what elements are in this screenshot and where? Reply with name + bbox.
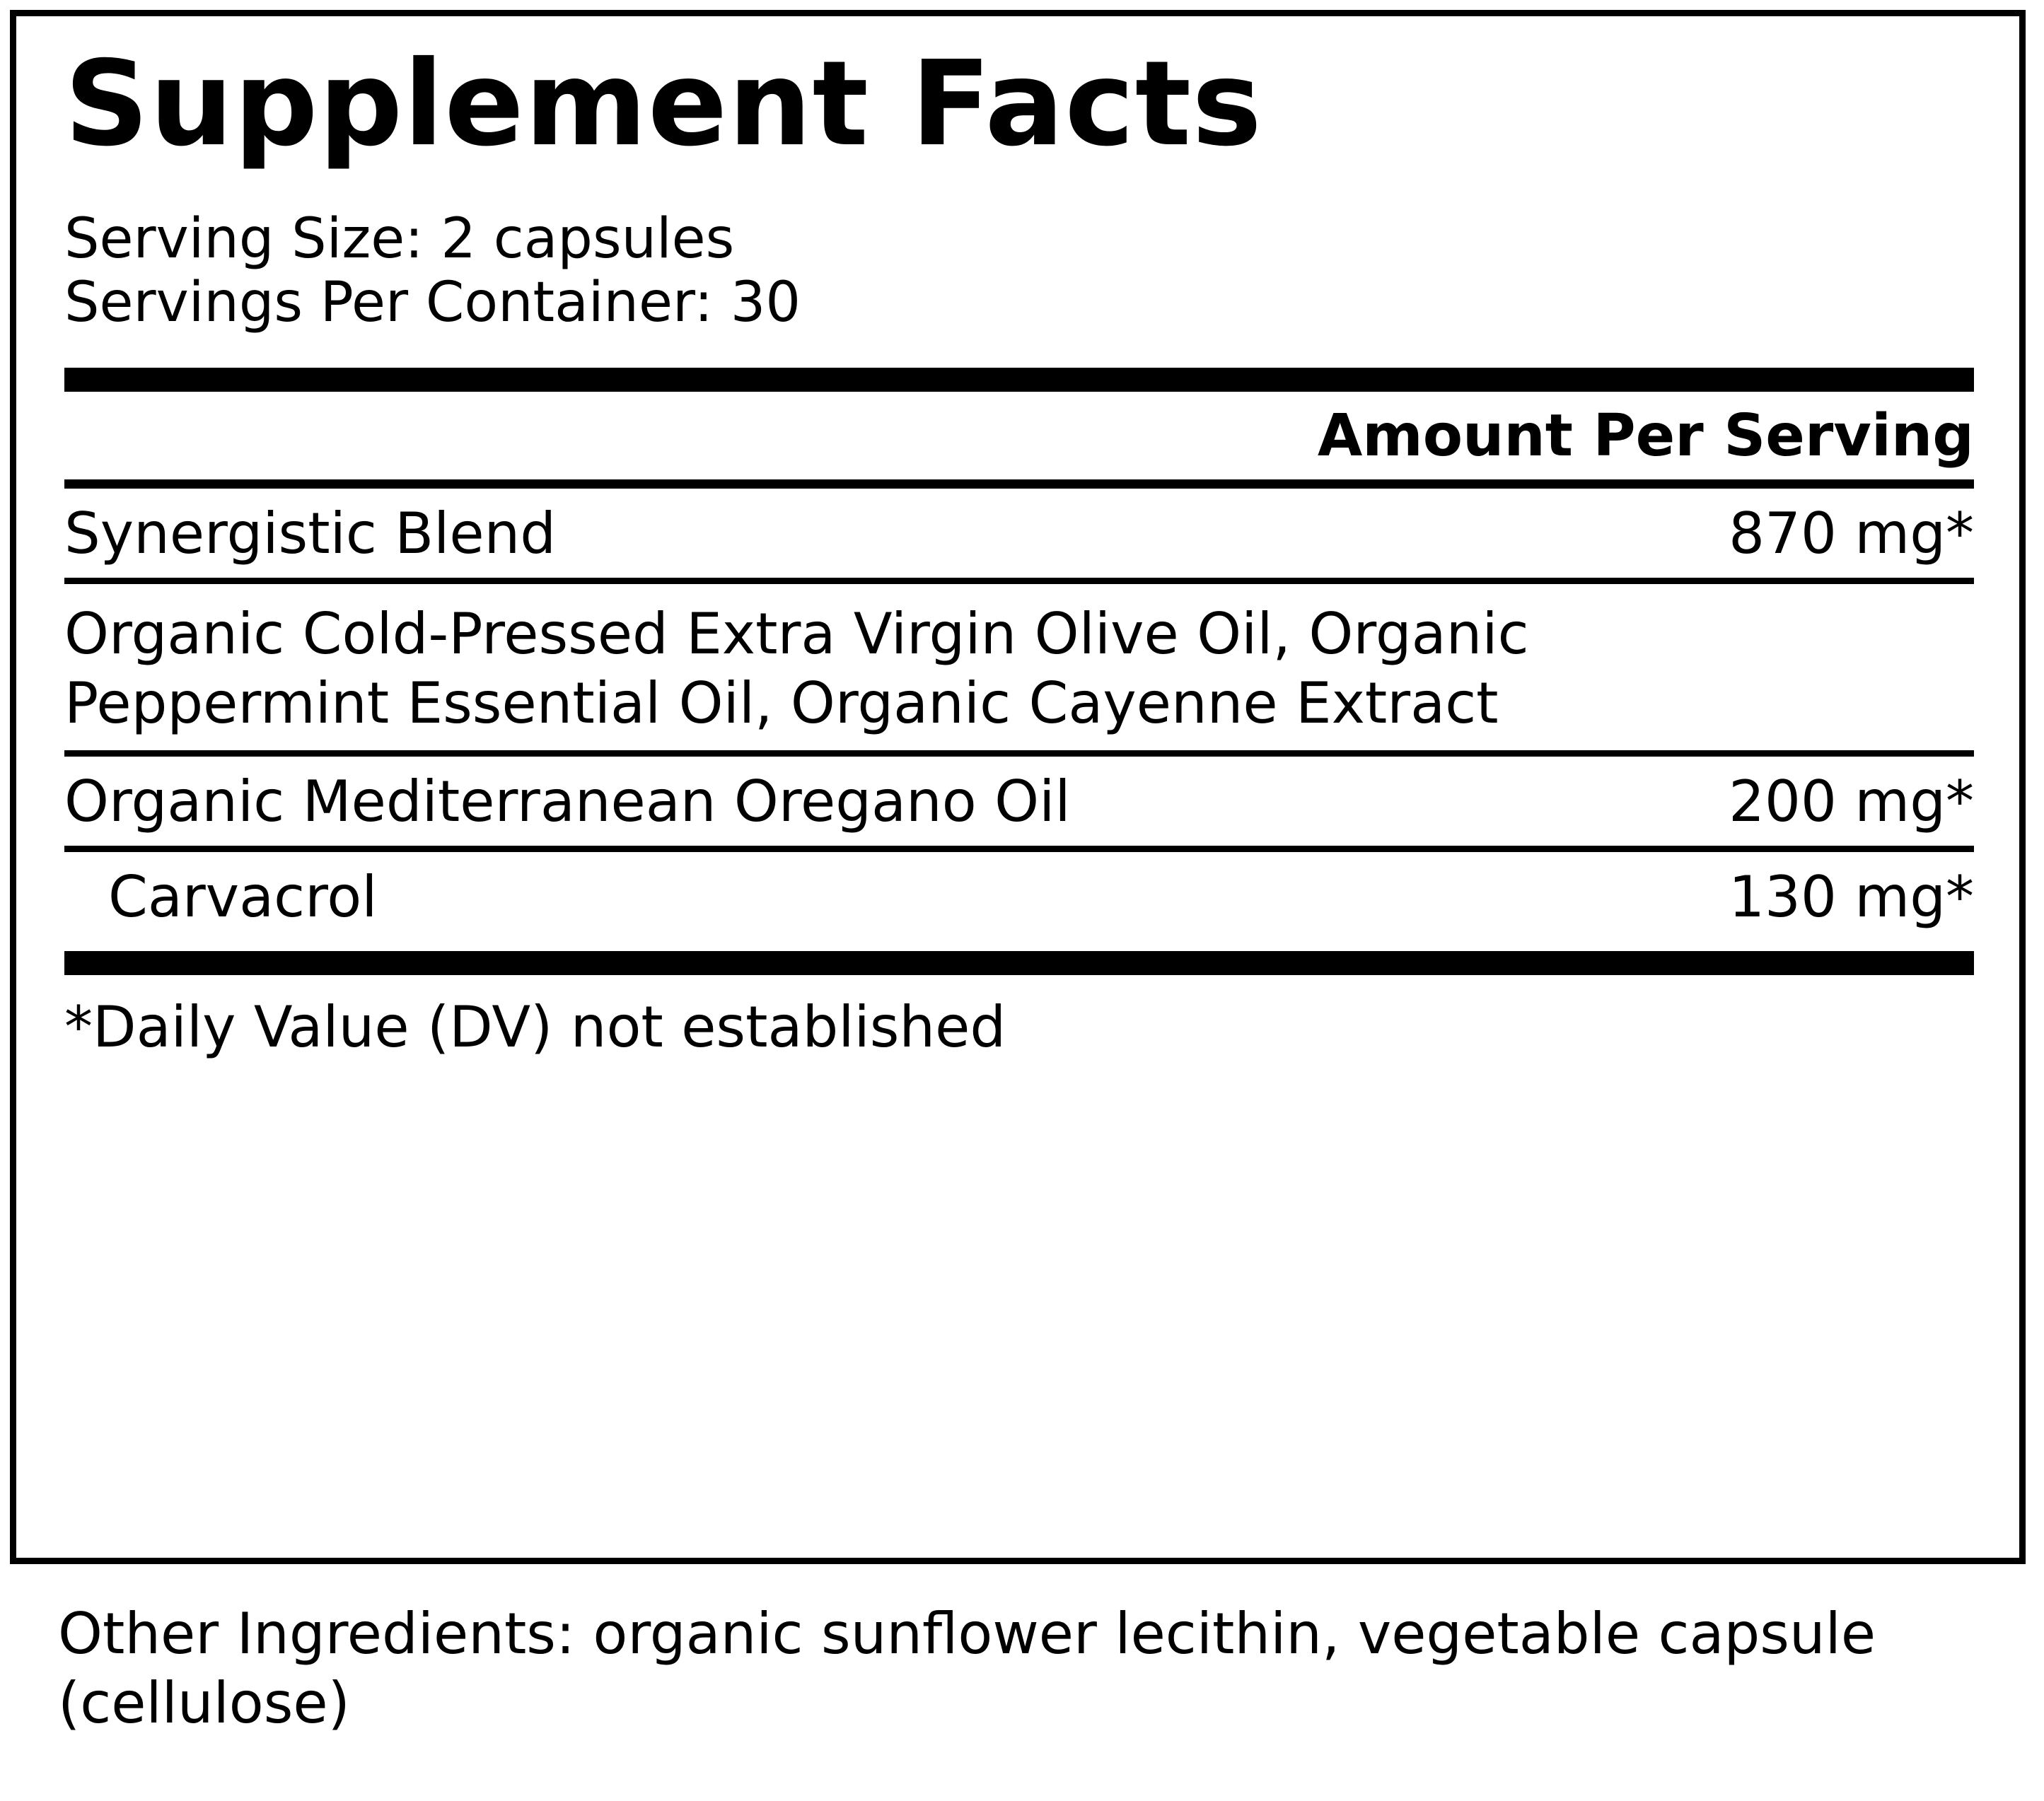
divider-after-oregano-oil (64, 846, 1974, 852)
other-ingredients-text: Other Ingredients: organic sunflower lecithin, vegetable capsule (cellulose) (58, 1601, 1876, 1736)
nutrient-name: Synergistic Blend (64, 500, 557, 566)
blend-ingredients-text: Organic Cold-Pressed Extra Virgin Olive Oil, Organic Peppermint Essential Oil, Organic Cayenne Extract (64, 600, 1529, 736)
divider-thick-bottom (64, 951, 1974, 975)
serving-size-text: Serving Size: 2 capsules (64, 207, 735, 271)
nutrient-name: Carvacrol (108, 864, 378, 931)
nutrient-name: Organic Mediterranean Oregano Oil (64, 769, 1071, 835)
divider-under-amount-header (64, 479, 1974, 489)
nutrient-row-synergistic-blend (64, 489, 1974, 578)
daily-value-footnote: *Daily Value (DV) not established (64, 994, 1006, 1061)
divider-thick-top (64, 368, 1974, 392)
supplement-facts-box (10, 10, 2026, 1564)
panel-title: Supplement Facts (64, 36, 1262, 173)
nutrient-row-oregano-oil (64, 757, 1974, 846)
supplement-facts-panel (10, 10, 2026, 1778)
nutrient-amount: 870 mg* (1729, 500, 1974, 566)
amount-per-serving-label: Amount Per Serving (1317, 402, 1974, 470)
amount-per-serving-header (64, 392, 1974, 479)
servings-per-container-text: Servings Per Container: 30 (64, 271, 801, 335)
nutrient-amount: 200 mg* (1729, 769, 1974, 835)
divider-after-blend (64, 578, 1974, 584)
nutrient-row-carvacrol (64, 852, 1974, 941)
nutrient-amount: 130 mg* (1729, 864, 1974, 931)
divider-after-blend-list (64, 750, 1974, 757)
supplement-facts-content (64, 16, 1974, 1061)
